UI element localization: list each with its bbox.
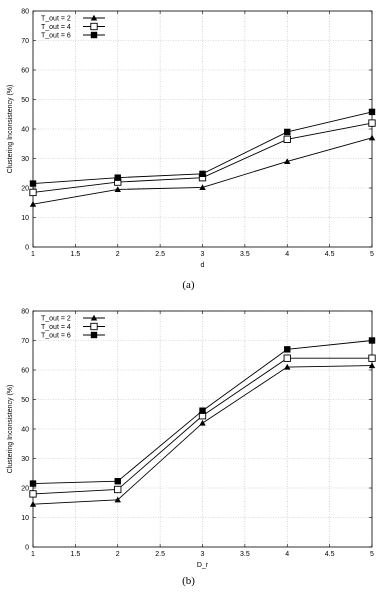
data-point	[30, 480, 36, 486]
x-tick-label: 4.5	[324, 251, 335, 258]
data-point	[284, 136, 290, 142]
x-tick-label: 2	[115, 551, 120, 558]
x-tick-label: 2.5	[155, 251, 165, 258]
legend-label: T_out = 4	[41, 24, 71, 31]
legend-label: T_out = 2	[41, 315, 71, 323]
x-tick-label: 3.5	[240, 551, 250, 558]
y-axis-label: Clustering Inconsistency (%)	[7, 384, 14, 474]
x-axis-label: d	[200, 262, 205, 269]
y-tick-label: 80	[21, 308, 29, 316]
data-point	[369, 337, 375, 343]
caption-a: (a)	[182, 279, 195, 291]
legend	[41, 315, 105, 340]
y-tick-label: 60	[21, 67, 29, 75]
legend-marker	[91, 323, 97, 329]
x-tick-label: 5	[370, 551, 374, 558]
data-point	[199, 171, 205, 177]
y-tick-label: 60	[21, 367, 29, 375]
data-point	[115, 478, 121, 484]
x-tick-label: 5	[370, 251, 374, 258]
y-tick-label: 30	[21, 456, 29, 463]
data-point	[369, 355, 375, 361]
legend-marker	[91, 23, 97, 29]
x-tick-label: 2	[115, 251, 120, 258]
x-tick-label: 4.5	[324, 551, 335, 558]
y-tick-label: 30	[21, 156, 29, 163]
x-tick-label: 1.5	[70, 551, 81, 558]
x-axis-label: D_r	[196, 562, 209, 569]
data-point	[199, 420, 205, 426]
x-tick-label: 4	[285, 251, 290, 258]
x-tick-label: 3.5	[240, 251, 250, 258]
legend-label: T_out = 6	[41, 332, 71, 340]
caption-b: (b)	[182, 575, 195, 587]
x-tick-label: 2.5	[155, 551, 165, 558]
data-point	[199, 408, 205, 414]
y-tick-label: 40	[21, 426, 29, 434]
legend	[41, 15, 105, 40]
data-point	[115, 174, 121, 180]
x-tick-label: 3	[200, 551, 205, 558]
y-tick-label: 10	[21, 215, 29, 222]
y-tick-label: 0	[25, 544, 29, 552]
chart-b	[0, 300, 377, 575]
data-point	[284, 129, 290, 135]
x-tick-label: 1.5	[70, 251, 81, 258]
data-point	[369, 109, 375, 115]
legend-label: T_out = 6	[41, 32, 71, 40]
x-tick-label: 3	[200, 251, 205, 258]
y-tick-label: 40	[21, 126, 29, 134]
data-point	[30, 491, 36, 497]
y-tick-label: 80	[21, 8, 29, 16]
chart-a	[0, 0, 377, 280]
y-tick-label: 70	[21, 338, 29, 345]
data-point	[30, 180, 36, 186]
legend-label: T_out = 2	[41, 15, 71, 23]
y-tick-label: 0	[25, 244, 29, 252]
series-3	[30, 109, 375, 187]
y-tick-label: 50	[21, 397, 29, 404]
data-point	[369, 120, 375, 126]
legend-label: T_out = 4	[41, 324, 71, 331]
y-tick-label: 20	[21, 485, 29, 493]
data-point	[115, 486, 121, 492]
data-point	[369, 135, 375, 141]
x-tick-label: 4	[285, 551, 290, 558]
y-tick-label: 20	[21, 185, 29, 193]
data-point	[284, 355, 290, 361]
legend-marker	[91, 332, 97, 338]
x-tick-label: 1	[31, 251, 35, 258]
y-tick-label: 70	[21, 38, 29, 45]
y-tick-label: 50	[21, 97, 29, 104]
y-tick-label: 10	[21, 515, 29, 522]
data-point	[30, 189, 36, 195]
data-point	[284, 346, 290, 352]
series-line	[33, 123, 372, 192]
legend-marker	[91, 32, 97, 38]
y-axis-label: Clustering Inconsistency (%)	[7, 84, 14, 174]
x-tick-label: 1	[31, 551, 35, 558]
